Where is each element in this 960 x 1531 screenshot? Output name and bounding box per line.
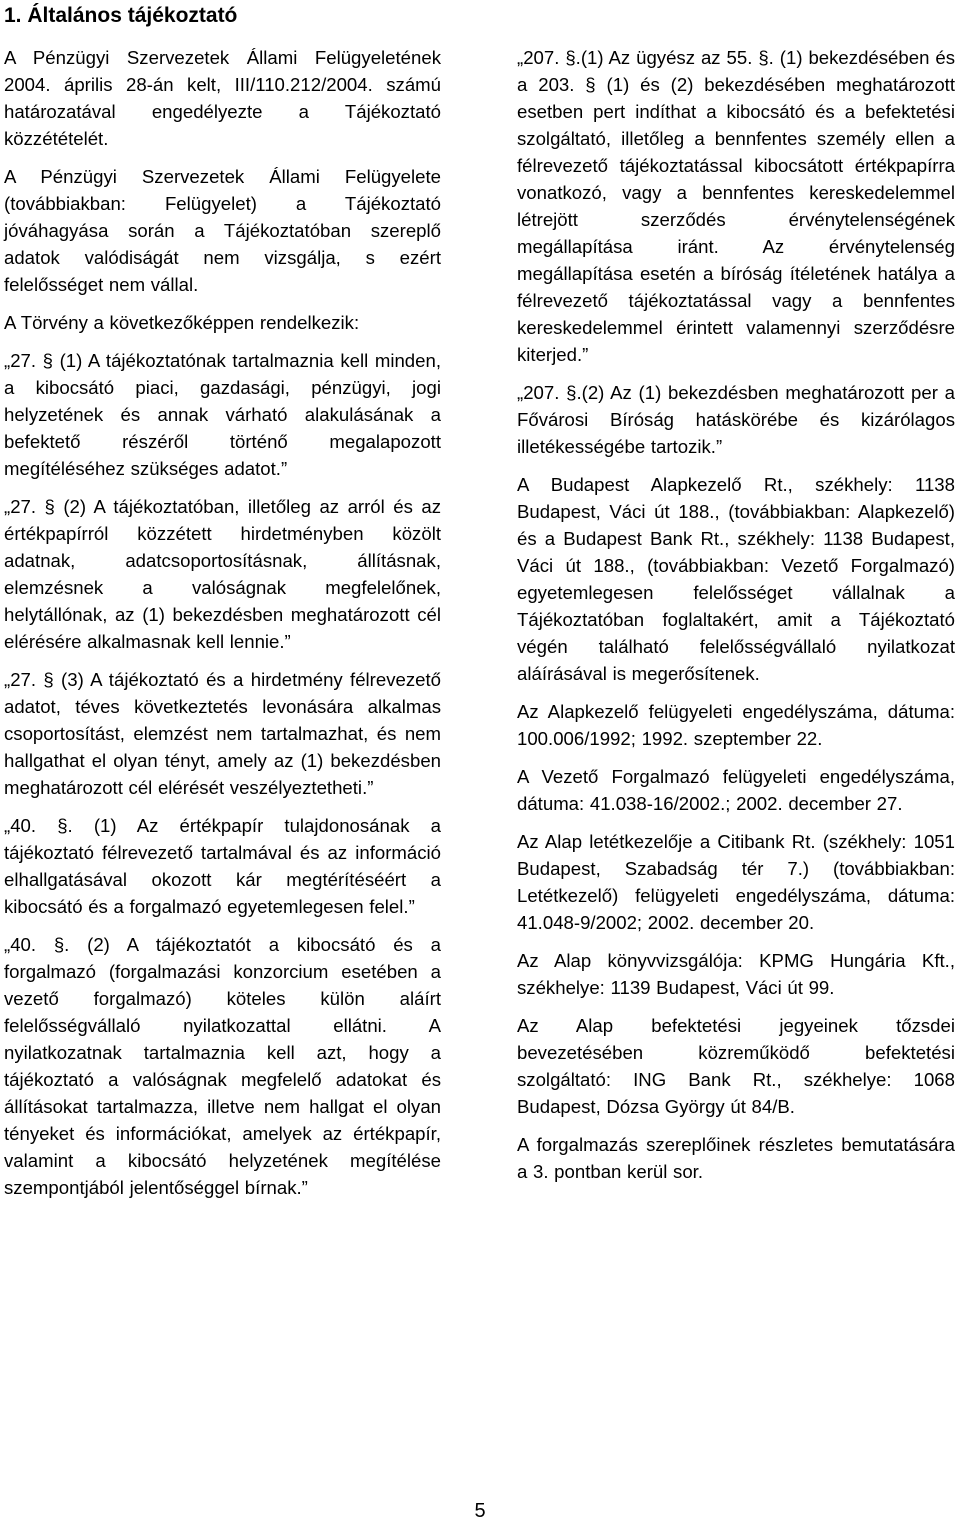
paragraph-listing-service: Az Alap befektetési jegyeinek tőzsdei bevezetésében közreműködő befektetési szolgáltató: ING Bank Rt., székhelye: 1068 Budapest, Dózsa György út 84/B. <box>517 1015 955 1117</box>
paragraph-distribution-note: A forgalmazás szereplőinek részletes bemutatására a 3. pontban kerül sor. <box>517 1134 955 1182</box>
section-heading: 1. Általános tájékoztató <box>4 4 238 27</box>
paragraph-law-40-1: „40. §. (1) Az értékpapír tulajdonosának a tájékoztató félrevezető tartalmával és az információ elhallgatásával okozott kár megtérítéséért a kibocsátó és a forgalmazó egyetemlegesen felel.” <box>4 815 441 917</box>
right-column <box>517 44 955 1196</box>
page-number: 5 <box>474 1500 486 1522</box>
paragraph-approval: A Pénzügyi Szervezetek Állami Felügyeletének 2004. április 28-án kelt, III/110.212/2004. számú határozatával engedélyezte a Tájékoztató közzétételét. <box>4 47 441 149</box>
paragraph-fund-manager-license: Az Alapkezelő felügyeleti engedélyszáma, dátuma: 100.006/1992; 1992. szeptember 22. <box>517 701 955 749</box>
left-column <box>4 44 441 1212</box>
paragraph-law-27-2: „27. § (2) A tájékoztatóban, illetőleg az arról és az értékpapírról közzétett hirdetményben közölt adatnak, adatcsoportosításnak, állításnak, elemzésnek a valóságnak megfelelőnek, helytállónak, az (1) bekezdésben meghatározott cél elérésére alkalmasnak kell lennie.” <box>4 496 441 652</box>
paragraph-supervision-disclaimer: A Pénzügyi Szervezetek Állami Felügyelete (továbbiakban: Felügyelet) a Tájékoztató jóváhagyása során a Tájékoztatóban szereplő adatok valódiságát nem vizsgálja, s ezért felelősséget nem vállal. <box>4 166 441 295</box>
paragraph-law-27-1: „27. § (1) A tájékoztatónak tartalmaznia kell minden, a kibocsátó piaci, gazdasági, pénzügyi, jogi helyzetének és annak várható alakulásának a befektető részéről történő megalapozott megítéléséhez szükséges adatot.” <box>4 350 441 479</box>
paragraph-law-207-2: „207. §.(2) Az (1) bekezdésben meghatározott per a Fővárosi Bíróság hatáskörébe és kizárólagos illetékességébe tartozik.” <box>517 382 955 457</box>
paragraph-law-40-2: „40. §. (2) A tájékoztatót a kibocsátó és a forgalmazó (forgalmazási konzorcium esetében a vezető forgalmazó) köteles külön aláírt felelősségvállaló nyilatkozattal ellátni. A nyilatkozatnak tartalmaznia kell azt, hogy a tájékoztató a valóságnak megfelelő adatokat és állításokat tartalmazza, illetve nem hallgat el olyan tényeket és információkat, amelyek az értékpapír, valamint a kibocsátó helyzetének megítélése szempontjából jelentőséggel bírnak.” <box>4 934 441 1198</box>
paragraph-distributor-license: A Vezető Forgalmazó felügyeleti engedélyszáma, dátuma: 41.038-16/2002.; 2002. december 27. <box>517 766 955 814</box>
paragraph-law-27-3: „27. § (3) A tájékoztató és a hirdetmény félrevezető adatot, téves következtetés levonására alkalmas csoportosítást, elemzést nem tartalmazhat, és nem hallgathat el olyan tényt, amely az (1) bekezdésben meghatározott cél elérését veszélyeztetheti.” <box>4 669 441 798</box>
paragraph-auditor: Az Alap könyvvizsgálója: KPMG Hungária Kft., székhelye: 1139 Budapest, Váci út 99. <box>517 950 955 998</box>
paragraph-law-intro: A Törvény a következőképpen rendelkezik: <box>4 312 360 333</box>
paragraph-responsible-parties: A Budapest Alapkezelő Rt., székhely: 1138 Budapest, Váci út 188., (továbbiakban: Alapkezelő) és a Budapest Bank Rt., székhely: 1138 Budapest, Váci út 188., (továbbiakban: Vezető Forgalmazó) egyetemlegesen felelősséget vállalnak a Tájékoztatóban foglaltakért, amit a Tájékoztató végén található felelősségvállaló nyilatkozat aláírásával is megerősítenek. <box>517 474 955 684</box>
paragraph-custodian: Az Alap letétkezelője a Citibank Rt. (székhely: 1051 Budapest, Szabadság tér 7.) (továbbiakban: Letétkezelő) felügyeleti engedélyszáma, dátuma: 41.048-9/2002; 2002. december 20. <box>517 831 955 933</box>
paragraph-law-207-1: „207. §.(1) Az ügyész az 55. §. (1) bekezdésében és a 203. § (1) és (2) bekezdésében meghatározott esetben pert indíthat a kibocsátó és a befektetési szolgáltató, illetőleg a bennfentes személy ellen a félrevezető tájékoztatással kibocsátott értékpapírra vonatkozó, vagy a bennfentes kereskedelemmel létrejött szerződés érvénytelenségének megállapítása iránt. Az érvénytelenség megállapítása esetén a bíróság ítéletének hatálya a félrevezető tájékoztatással vagy a bennfentes kereskedelemmel érintett valamennyi szerződésre kiterjed.” <box>517 47 955 365</box>
